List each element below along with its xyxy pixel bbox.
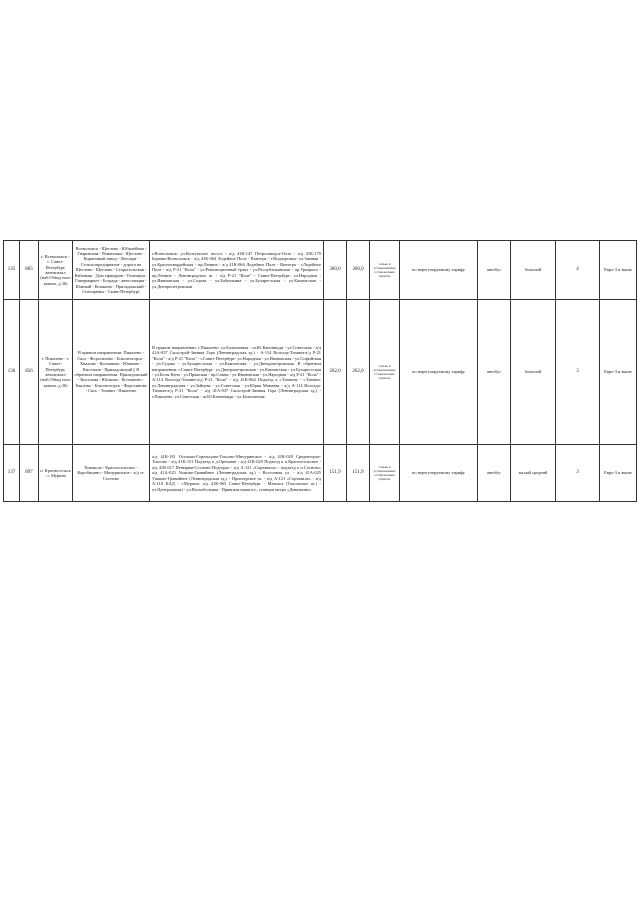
route-number: 865 (20, 241, 39, 300)
route-stops: В прямом направлении: Пикалево - Сясь - Форосиново - Бокситогорск - Хвалово - Колчаново - Юшково - Кисельня - Приладожский || В обратном направлении: Приладожский - Кисельня - Юшково - Колчаново - Хвалово - Бокситогорск - Форосиново - Сясь - Тихвин - Пикалево (73, 300, 150, 445)
length-backward: 360,0 (347, 241, 370, 300)
eco-class: Евро-3 и выше (600, 445, 637, 502)
table-row (4, 241, 637, 300)
route-path: г.Всеволожск: ул.Колтушское шоссе - а/д 41К-147 Петрозаводск-Охта - а/д 41К-170 Бараны-Всеволожск - а/д 41К-064 Лодейное Поле - Вытегра - г.Подпорожье: ул.Зимняя - ул.Красногвардейская - пр.Ленина - а/д 41К-064 Лодейное Поле - Вытегра - г.Лодейное Поле - а/д Р-21 "Кола" - ул.Революционный тракт - ул.Республиканская - пр.Урицкого - пр.Ленина - Ленинградское ш. - а/д Р-21 "Кола" - Санкт-Петербург: ул.Народная - ул.Ивановская - ул.Седова - ул.Бабушкина - ул.Бухарестская - ул.Камчатская - ул.Днепропетровская (150, 241, 324, 300)
stop-order: только в установленных остановочных пунктах (370, 445, 400, 502)
row-number: 135 (4, 241, 20, 300)
routes-table (3, 240, 637, 502)
table-row (4, 300, 637, 445)
length-backward: 262,0 (347, 300, 370, 445)
route-path: а/д 41К-181 Осельки-Стрельцово-Токсово-Мичуринское - а/д 41К-029 Среднегорье-Токсово - а/д 41К-151 Подъезд к д.Ореховке - а/д 41К-029 Подъезд к п.Красносельское - а/д 41К-017 Петяярви-Сосново-Подгорье - а/д А-121 «Сортавала» - подъезд к п.Сосново; а/д 41А-025 Ушково-Гравийное (Ленинградская зд.) - Восточная ул. - а/д 41А-025 Ушково-Гравийное (Ленинградская зд.) - Приозерское ш. - а/д А-121 «Сортавала» - а/д А-118 КАД - г.Мурино: а/д 41К-065 Санкт-Петербург - Матокса (Токсовское ш.) - ул.Центральная) - ул.Воскобольная - Привокзальная пл., станция метро «Девяткино» (150, 445, 324, 502)
tariff-type: по нерегулируемому тарифу (400, 445, 478, 502)
vehicle-class: большой (511, 300, 556, 445)
eco-class: Евро-3 и выше (600, 300, 637, 445)
stop-order: только в установленных остановочных пунктах (370, 241, 400, 300)
length-forward: 262,0 (324, 300, 347, 445)
route-endpoints: г. Всеволожск - г. Санкт-Петербург, автовокзал (наб.Обвод ного канала, д.36) (39, 241, 73, 300)
vehicle-class: малый средний (511, 445, 556, 502)
vehicle-count: 4 (556, 241, 600, 300)
route-endpoints: г. Пикалево - г. Санкт-Петербург, автовокзал (наб.Обвод ного канала, д.36) (39, 300, 73, 445)
route-number: 856 (20, 300, 39, 445)
vehicle-type: автобус (478, 445, 511, 502)
eco-class: Евро-3 и выше (600, 241, 637, 300)
route-stops: Всеволожск - Щеглово - Юбилейная - Гнаровская - Романовка - Щеглово - Кирпичный завод - Лепсари - Сельхозпредприятие - дорога на Щеглово - Щеглово - Старопольская - Кабаньяк - Дом офицеров - Техникум - Гипермаркет - Бограда - автостанция - Южный - Кошкино - Приладожский - Снегирёвка - Санкт-Петербург (73, 241, 150, 300)
vehicle-type: автобус (478, 241, 511, 300)
vehicle-count: 3 (556, 445, 600, 502)
length-forward: 151,9 (324, 445, 347, 502)
route-path: В прямом направлении: г.Пикалево: ул.Больничная - ш.Ю.Канонвиди - ул.Советская - а/д 41А-037 Сясьстрой-Зимняя Гора (Ленинградская зд.) - А-114 Вологда-Тихвин-а/д Р-21 "Кола" - а/д Р-21 "Кола" - г.Санкт-Петербург: ул.Народная - ул.Ивановская - ул.Софийская - ул.Седова - ул.Бухарестская - ул.Камчатская - ул.Днепропетровская. В обратном направлении: г.Санкт-Петербург: ул.Днепропетровская - ул.Камчатская - ул.Бухарестская - ул.Белы Куна - ул.Пражская - пр.Славы - ул.Ивановская - ул.Народная - а/д Р-21 "Кола" - А-114 Вологда-Тихвин-а/д Р-21 "Кола" - а/д 41К-064 Подъезд к г.Тихвину - г.Тихвин: ул.Ленинградская - ул.Зайцева - ул.Советская - ул.Юрия Мамаева - а/д А-114 Вологда-Тихвин-а/д Р-21 "Кола" - а/д 41А-037 Сясьстрой-Зимняя Гора (Ленинградская зд.) - г.Пикалево: ул.Советская - ш.Ю.Канонвиди - ул.Больничная (150, 300, 324, 445)
route-number: 897 (20, 445, 39, 502)
table-row (4, 445, 637, 502)
vehicle-class: большой (511, 241, 556, 300)
vehicle-count: 3 (556, 300, 600, 445)
length-backward: 151,9 (347, 445, 370, 502)
row-number: 137 (4, 445, 20, 502)
row-number: 136 (4, 300, 20, 445)
length-forward: 360,0 (324, 241, 347, 300)
route-endpoints: п. Красносельск - г. Мурино (39, 445, 73, 502)
tariff-type: по нерегулируемому тарифу (400, 300, 478, 445)
tariff-type: по нерегулируемому тарифу (400, 241, 478, 300)
vehicle-type: автобус (478, 300, 511, 445)
stop-order: только в установленных остановочных пунктах (370, 300, 400, 445)
route-stops: Химмола - Красносельское - Коробицино - Мичуринское - а/д ст. Сосново (73, 445, 150, 502)
